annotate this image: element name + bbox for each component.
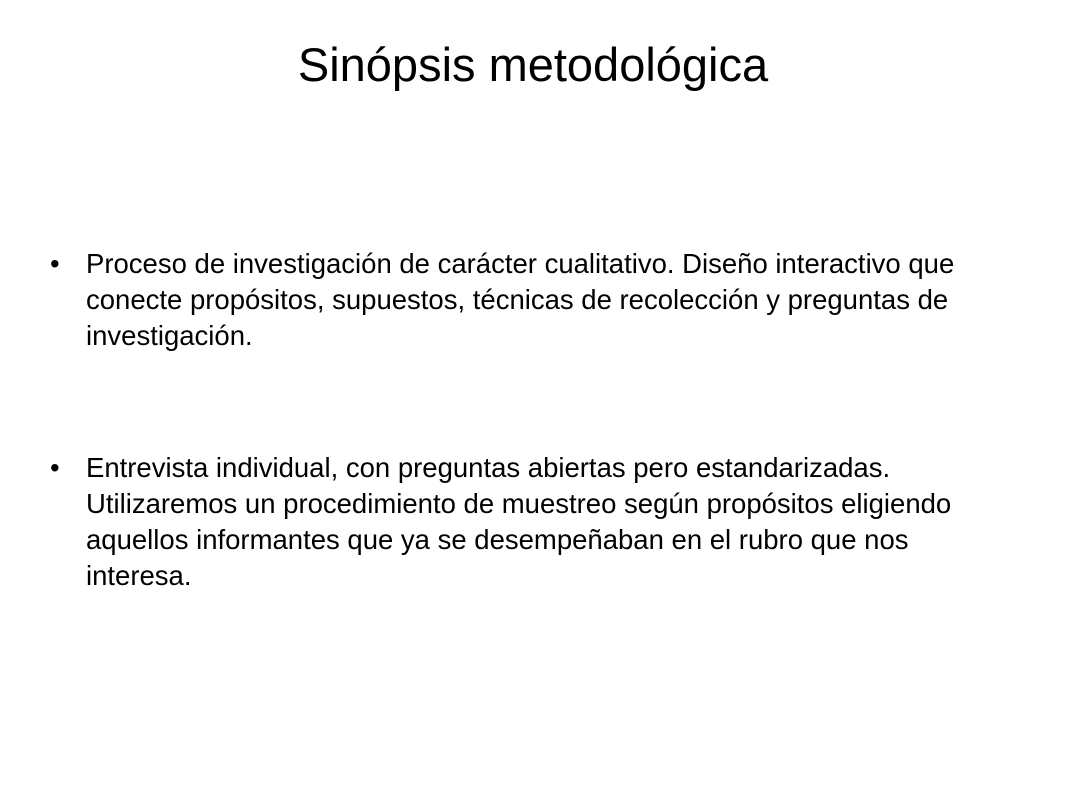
- bullet-item-1: [50, 246, 1010, 354]
- bullet-text-2: Entrevista individual, con preguntas abiertas pero estandarizadas. Utilizaremos un procedimiento de muestreo según propósitos eligiendo aquellos informantes que ya se desempeñaban en el rubro que nos interesa.: [86, 452, 952, 591]
- bullet-list: [50, 246, 1010, 594]
- bullet-point-icon: •: [50, 452, 60, 483]
- bullet-item-2: [50, 450, 1010, 594]
- bullet-point-icon: •: [50, 248, 60, 279]
- bullet-text-1: Proceso de investigación de carácter cualitativo. Diseño interactivo que conecte propósitos, supuestos, técnicas de recolección y preguntas de investigación.: [86, 248, 955, 351]
- slide-title: Sinópsis metodológica: [297, 38, 769, 91]
